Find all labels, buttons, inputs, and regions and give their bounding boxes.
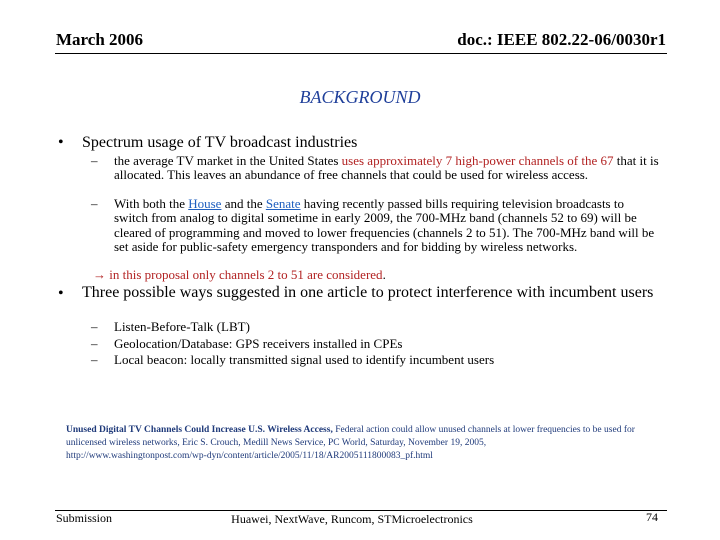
text: having recently passed bills requiring television broadcasts to switch from analog to digital sometime in early 2009, the 700-MHz band (channels 52 to 69) will be cleared of programming and moved to lower frequencies (channels 2 to 51). The 700-MHz band will be set aside for public-safety emergency transponders and for bidding by wireless networks. — [114, 196, 655, 254]
sub-bullet-geolocation: Geolocation/Database: GPS receivers installed in CPEs — [114, 336, 403, 351]
header-rule — [55, 53, 667, 54]
highlighted-text: uses approximately 7 high-power channels of the 67 — [341, 153, 614, 168]
footer-submission: Submission — [56, 511, 113, 525]
footer-rule — [55, 510, 667, 511]
conclusion-text: → in this proposal only channels 2 to 51 are considered — [93, 267, 383, 282]
header-date: March 2006 — [56, 30, 144, 49]
bullet-marker: • — [58, 134, 64, 151]
dash: – — [91, 352, 98, 367]
house-link[interactable]: House — [188, 196, 222, 211]
bullet-1-text: Spectrum usage of TV broadcast industries — [82, 134, 358, 151]
dash: – — [91, 336, 98, 351]
text: the average TV market in the United States — [114, 153, 342, 168]
bullet-marker: • — [58, 285, 64, 302]
text: With both the — [114, 196, 189, 211]
sub-bullet-legislation — [114, 197, 659, 254]
reference-details: Federal action could allow unused channels at lower frequencies to be used for unlicensed wireless networks, Eric S. Crouch, Medill News Service, PC World, Saturday, November 19, 2005, — [66, 425, 635, 448]
bullet-2-text: Three possible ways suggested in one article to protect interference with incumbent users — [82, 284, 654, 301]
sub-bullet-lbt: Listen-Before-Talk (LBT) — [114, 319, 250, 334]
dash: – — [91, 153, 98, 168]
text: that it is allocated. This leaves an abundance of free channels that could be used for wireless access. — [114, 153, 659, 183]
text: . — [382, 267, 386, 282]
conclusion — [93, 268, 386, 282]
sub-bullet-beacon: Local beacon: locally transmitted signal used to identify incumbent users — [114, 352, 495, 367]
slide-title: BACKGROUND — [299, 87, 421, 107]
reference-citation — [66, 424, 676, 463]
sub-bullet-tv-market — [114, 154, 659, 183]
text: and the — [221, 196, 266, 211]
page-number: 74 — [646, 510, 658, 524]
reference-url[interactable]: http://www.washingtonpost.com/wp-dyn/content/article/2005/11/18/AR2005111800083_pf.html — [66, 451, 433, 461]
senate-link[interactable]: Senate — [265, 196, 301, 211]
reference-title: Unused Digital TV Channels Could Increase U.S. Wireless Access, — [66, 425, 333, 435]
footer-authors: Huawei, NextWave, Runcom, STMicroelectronics — [231, 512, 473, 526]
dash: – — [91, 319, 98, 334]
header-doc-id: doc.: IEEE 802.22-06/0030r1 — [457, 30, 666, 49]
dash: – — [91, 196, 98, 211]
